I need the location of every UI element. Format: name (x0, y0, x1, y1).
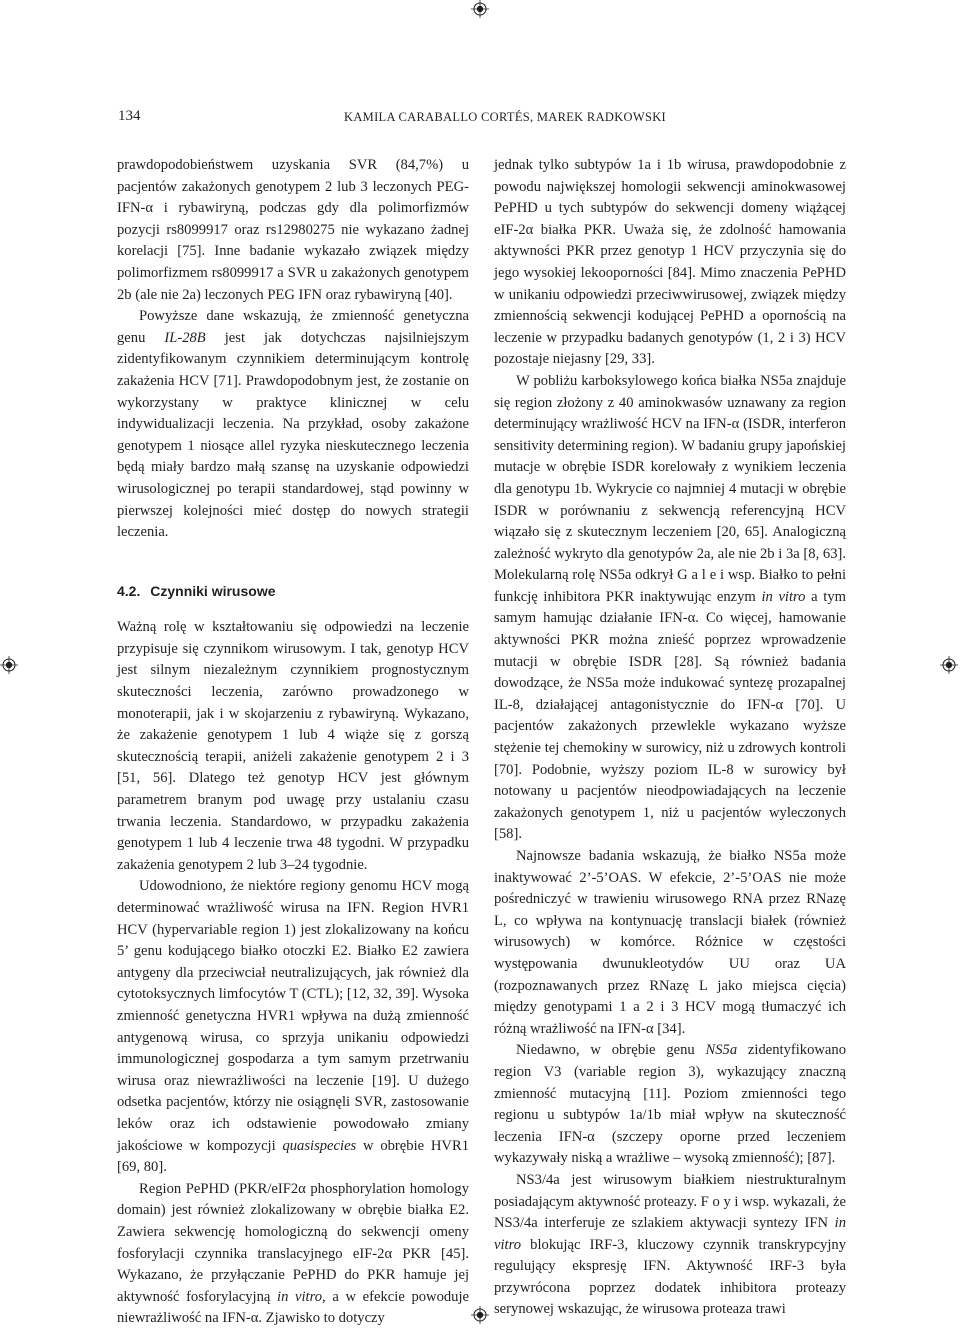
section-title: Czynniki wirusowe (150, 582, 276, 599)
registration-mark-right (940, 656, 958, 674)
paragraph: jednak tylko subtypów 1a i 1b wirusa, prawdopodobnie z powodu największej homologii sekwencji aminokwasowej PePHD u tych subtypów do sekwencji domeny wiążącej eIF-2α białka PKR. Uważa się, że zdolność hamowania aktywności PKR przez genotyp 1 HCV przyczynia się do jego wysokiej lekooporności [84]. Mimo znaczenia PePHD w unikaniu odpowiedzi przeciwwirusowej, związek między zmiennością sekwencji kodującej PePHD a opornością na leczenie w przypadku badanych genotypów (1, 2 i 3) HCV pozostaje niejasny [29, 33]. (494, 157, 846, 368)
registration-mark-bottom (471, 1306, 489, 1324)
right-column (494, 155, 846, 1321)
paragraph: Niedawno, w obrębie genu NS5a zidentyfikowano region V3 (variable region 3), wykazujący znaczną zmienność mutacyjną [11]. Poziom zmienności tego regionu u subtypów 1a/1b miał wpływ na skuteczność leczenia IFN-α (szczepy oporne przed leczeniem wykazywały niską a wrażliwe – wysoką zmienność); [87]. (494, 1042, 846, 1167)
registration-mark-top (471, 0, 489, 18)
page-number: 134 (118, 108, 141, 124)
paragraph: prawdopodobieństwem uzyskania SVR (84,7%) u pacjentów zakażonych genotypem 2 lub 3 leczonych PEG-IFN-α i rybawiryną, podczas gdy dla polimorfizmów pozycji rs8099917 oraz rs12980275 nie wykazano żadnej korelacji [75]. Inne badanie wykazało związek między polimorfizmem rs8099917 a SVR u zakażonych genotypem 2b (ale nie 2a) leczonych PEG IFN oraz rybawiryną [40]. (117, 157, 469, 303)
section-number: 4.2. (117, 582, 141, 599)
page-header (118, 108, 667, 130)
paragraph: Najnowsze badania wskazują, że białko NS5a może inaktywować 2’-5’OAS. W efekcie, 2’-5’OAS nie może pośredniczyć w trawieniu wirusowego RNA przez RNazę L, co wpływa na kontynuację translacji białek (również wirusowych) w komórce. Różnice w częstości występowania dwunukleotydów UU oraz UA (rozpoznawanych przez RNazę L jako miejsca cięcia) między genotypami 1 a 2 i 3 HCV mogą tłumaczyć ich różną wrażliwość na IFN-α [34]. (494, 848, 846, 1037)
left-column (117, 155, 469, 1330)
registration-mark-left (0, 656, 18, 674)
paragraph: Powyższe dane wskazują, że zmienność genetyczna genu IL-28B jest jak dotychczas najsilniejszym zidentyfikowanym czynnikiem determinującym kontrolę zakażenia HCV [71]. Prawdopodobnym jest, że zostanie on wykorzystany w praktyce klinicznej w celu indywidualizacji leczenia. Na przykład, osoby zakażone genotypem 1 niosące allel ryzyka nieskutecznego leczenia będą miały bardzo małą szansę na uzyskanie odpowiedzi wirusologicznej po terapii standardowej, stąd powinny w pierwszej kolejności mieć dostęp do nowych strategii leczenia. (117, 308, 469, 541)
running-head: KAMILA CARABALLO CORTÉS, MAREK RADKOWSKI (344, 110, 667, 124)
paragraph: NS3/4a jest wirusowym białkiem niestrukturalnym posiadającym aktywność proteazy. F o y i wsp. wykazali, że NS3/4a interferuje ze szlakiem aktywacji syntezy IFN in vitro blokując IRF-3, kluczowy czynnik transkrypcyjny regulujący ekspresję IFN. Aktywność IRF-3 była przywrócona poprzez dodatek inhibitora proteazy serynowej wskazując, że wirusowa proteaza trawi (494, 1171, 846, 1318)
section-heading (117, 581, 469, 603)
paragraph: Ważną rolę w kształtowaniu się odpowiedzi na leczenie przypisuje się czynnikom wirusowym. I tak, genotyp HCV jest silnym niezależnym czynnikiem prognostycznym skuteczności leczenia, zarówno prowadzonego w monoterapii, jak i w skojarzeniu z rybawiryną. Wykazano, że zakażenie genotypem 1 lub 4 wiąże się z gorszą skutecznością terapii, aniżeli zakażenie genotypem 2 i 3 [51, 56]. Dlatego też genotyp HCV jest głównym parametrem branym pod uwagę przy ustalaniu czasu trwania leczenia. Standardowo, w przypadku zakażenia genotypem 1 lub 4 leczenie trwa 48 tygodni. W przypadku zakażenia genotypem 2 lub 3–24 tygodnie. (117, 619, 469, 873)
paragraph: Region PePHD (PKR/eIF2α phosphorylation homology domain) jest również zlokalizowany w obrębie białka E2. Zawiera sekwencję homologiczną do sekwencji omeny fosforylacji czynnika translacyjnego eIF-2α PKR [45]. Wykazano, że przyłączanie PePHD do PKR hamuje jej aktywność fosforylacyjną in vitro, a w efekcie powoduje niewrażliwość na IFN-α. Zjawisko to dotyczy (117, 1180, 469, 1327)
paragraph: Udowodniono, że niektóre regiony genomu HCV mogą determinować wrażliwość wirusa na IFN. Region HVR1 HCV (hypervariable region 1) jest zlokalizowany na końcu 5’ genu kodującego białko otoczki E2. Białko E2 zawiera antygeny dla przeciwciał neutralizujących, jak również dla cytotoksycznych limfocytów T (CTL); [12, 32, 39]. Wysoka zmienność genetyczna HVR1 wpływa na dużą zmienność antygenową wirusa, co sprzyja unikaniu odpowiedzi immunologicznej gospodarza a tym samym przetrwaniu wirusa oraz niewrażliwości na leczenie [19]. U dużego odsetka pacjentów, którzy nie osiągnęli SVR, zastosowanie leków oraz ich odstawienie powodowało zmiany jakościowe w kompozycji quasispecies w obrębie HVR1 [69, 80]. (117, 878, 469, 1176)
paragraph: W pobliżu karboksylowego końca białka NS5a znajduje się region złożony z 40 aminokwasów uznawany za region determinujący wrażliwość HCV na IFN-α (ISDR, interferon sensitivity determining region). W badaniu grupy japońskiej mutacje w obrębie ISDR korelowały z wynikiem leczenia dla genotypu 1b. Wykrycie co najmniej 4 mutacji w obrębie ISDR w porównaniu z sekwencją referencyjną HCV wiązało się z skutecznym leczeniem [20, 65]. Analogiczną zależność wykryto dla genotypów 2a, ale nie 2b i 3a [8, 63]. Molekularną rolę NS5a odkrył G a l e i wsp. Białko to pełni funkcję inhibitora PKR inaktywując enzym in vitro a tym samym hamując działanie IFN-α. Co więcej, hamowanie aktywności PKR można znieść poprzez wprowadzenie mutacji w obrębie ISDR [28]. Są również badania dowodzące, że NS5a może indukować syntezę prozapalnej IL-8, działającej antagonistycznie do IFN-α [70]. U pacjentów zakażonych przewlekle wykazano wyższe stężenie tej chemokiny w surowicy, niż u zdrowych kontroli [70]. Podobnie, wyższy poziom IL-8 w surowicy był notowany u pacjentów nieodpowiadających na leczenie zakażonych genotypem 1, niż u pacjentów wyleczonych [58]. (494, 372, 846, 843)
